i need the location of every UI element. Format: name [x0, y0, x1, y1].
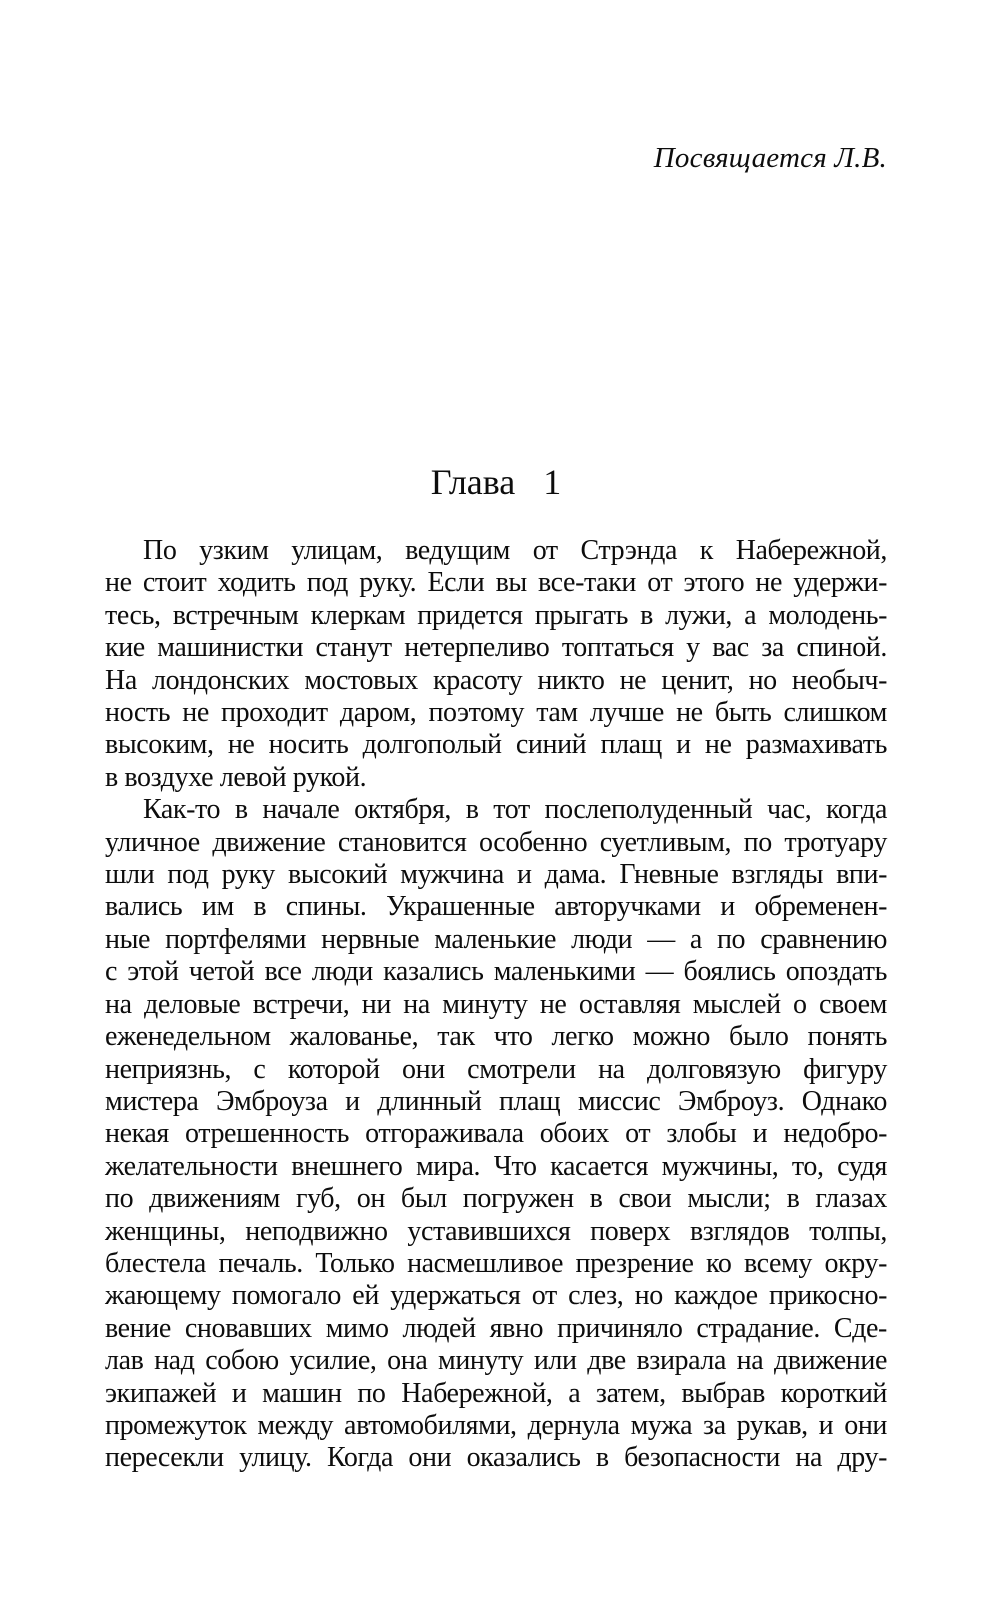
text-line: ность не проходит даром, поэтому там лучше не быть слишком — [105, 697, 887, 729]
text-line: промежуток между автомобилями, дернула мужа за рукав, и они — [105, 1409, 887, 1441]
text-line: уличное движение становится особенно суетливым, по тротуару — [105, 826, 887, 858]
text-line: в воздухе левой рукой. — [105, 761, 367, 793]
text-line: мистера Эмброуза и длинный плащ миссис Эмброуз. Однако — [105, 1085, 887, 1117]
text-line: не стоит ходить под руку. Если вы все-таки от этого не удержи- — [105, 567, 887, 599]
text-line: экипажей и машин по Набережной, а затем, выбрав короткий — [105, 1377, 887, 1409]
dedication-text: Посвящается Л.В. — [653, 142, 887, 174]
text-line: ные портфелями нервные маленькие люди — а по сравнению — [105, 923, 887, 955]
text-line: жающему помогало ей удержаться от слез, но каждое прикосно- — [105, 1280, 887, 1312]
text-line: Как-то в начале октября, в тот послеполуденный час, когда — [143, 794, 887, 826]
text-line: вение сновавших мимо людей явно причиняло страдание. Сде- — [105, 1312, 887, 1344]
text-line: желательности внешнего мира. Что касается мужчины, то, судя — [105, 1150, 887, 1182]
text-line: шли под руку высокий мужчина и дама. Гневные взгляды впи- — [105, 859, 887, 891]
text-line: На лондонских мостовых красоту никто не ценит, но необыч- — [105, 664, 887, 696]
chapter-heading — [105, 462, 887, 502]
text-line: По узким улицам, ведущим от Стрэнда к Набережной, — [143, 535, 887, 566]
text-line: высоким, не носить долгополый синий плащ и не размахивать — [105, 729, 887, 761]
chapter-number: 1 — [543, 462, 562, 502]
text-line: с этой четой все люди казались маленькими — боялись опоздать — [105, 956, 887, 988]
text-line: некая отрешенность отгораживала обоих от злобы и недобро- — [105, 1118, 887, 1150]
chapter-body — [105, 535, 887, 1475]
text-line: лав над собою усилие, она минуту или две взирала на движение — [105, 1345, 887, 1377]
text-line: еженедельном жалованье, так что легко можно было понять — [105, 1021, 887, 1053]
text-line: женщины, неподвижно уставившихся поверх взглядов толпы, — [105, 1215, 887, 1247]
text-line: вались им в спины. Украшенные авторучками и обременен- — [105, 891, 887, 923]
text-line: неприязнь, с которой они смотрели на долговязую фигуру — [105, 1053, 887, 1085]
text-line: тесь, встречным клеркам придется прыгать в лужи, а молодень- — [105, 599, 887, 631]
text-line: по движениям губ, он был погружен в свои мысли; в глазах — [105, 1183, 887, 1215]
text-line: кие машинистки станут нетерпеливо топтаться у вас за спиной. — [105, 632, 887, 664]
text-line: на деловые встречи, ни на минуту не оставляя мыслей о своем — [105, 988, 887, 1020]
chapter-label: Глава — [430, 462, 516, 502]
text-line: блестела печаль. Только насмешливое презрение ко всему окру- — [105, 1247, 887, 1279]
text-line: пересекли улицу. Когда они оказались в безопасности на дру- — [105, 1442, 887, 1474]
